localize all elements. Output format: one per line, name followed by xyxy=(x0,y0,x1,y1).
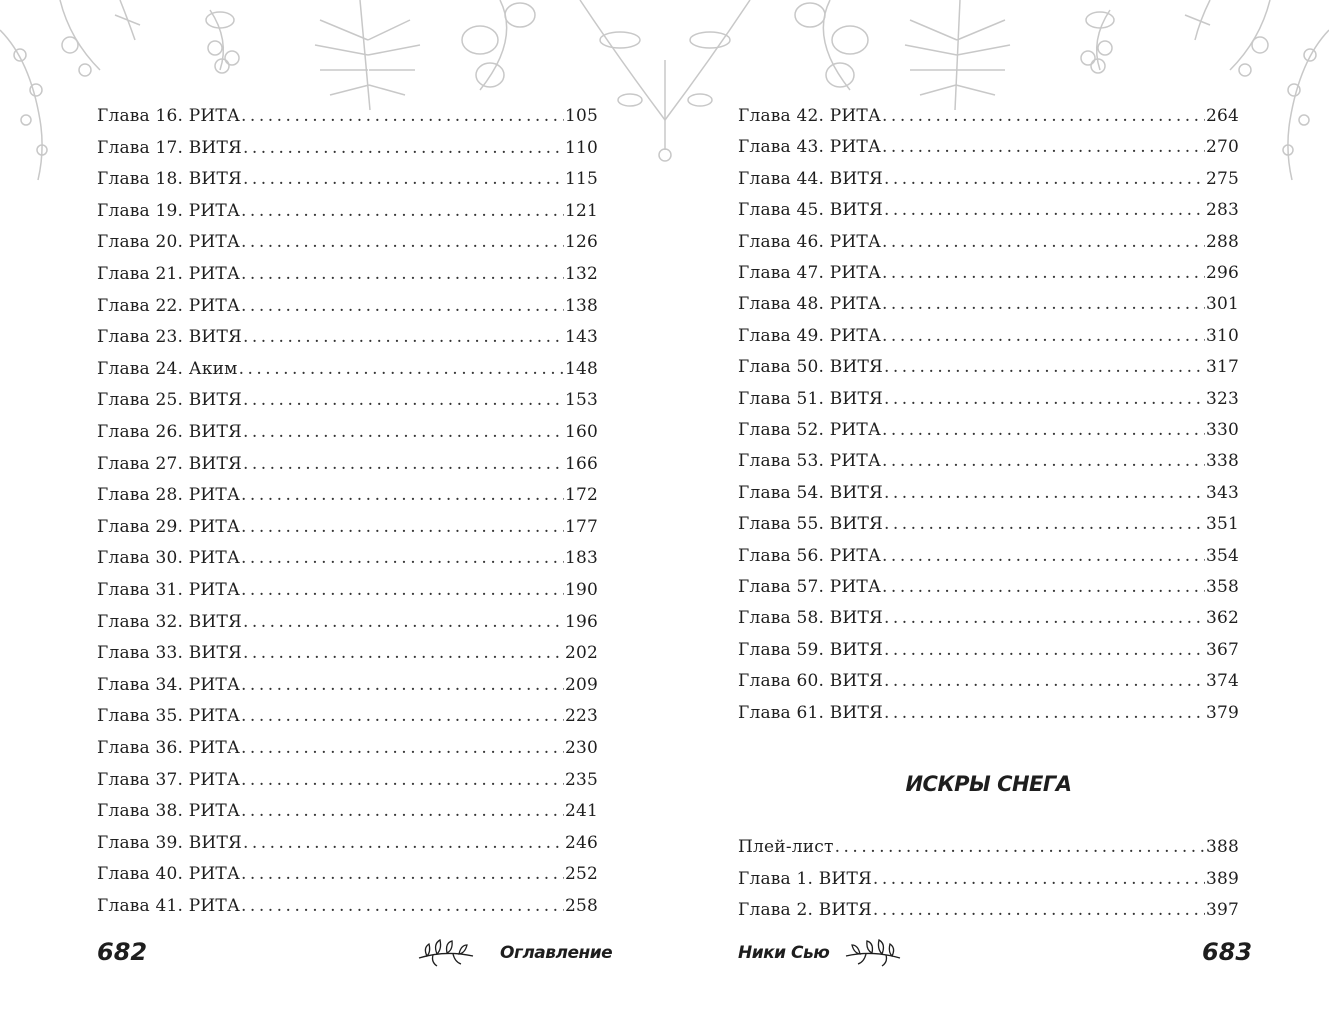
toc-entry-page: 270 xyxy=(1205,137,1239,158)
dot-leader xyxy=(241,199,564,223)
toc-entry xyxy=(97,230,598,254)
dot-leader xyxy=(884,638,1205,662)
toc-entry xyxy=(738,292,1239,316)
dot-leader xyxy=(884,669,1205,693)
toc-entry-title: Глава 41. РИТА xyxy=(97,896,241,916)
toc-entry-title: Глава 42. РИТА xyxy=(738,106,882,126)
toc-entry xyxy=(97,388,598,412)
dot-leader xyxy=(241,483,564,507)
laurel-sprig-icon xyxy=(842,930,904,970)
toc-entry-title: Глава 26. ВИТЯ xyxy=(97,422,242,442)
dot-leader xyxy=(243,388,564,412)
toc-entry-title: Глава 55. ВИТЯ xyxy=(738,514,883,535)
dot-leader xyxy=(241,546,564,570)
toc-entry xyxy=(97,894,598,918)
toc-entry-page: 283 xyxy=(1205,200,1239,221)
dot-leader xyxy=(882,135,1205,159)
toc-entry xyxy=(97,736,598,760)
dot-leader xyxy=(241,515,564,539)
dot-leader xyxy=(241,768,564,792)
toc-entry-page: 362 xyxy=(1205,608,1239,629)
toc-entry xyxy=(97,136,598,160)
toc-entry xyxy=(738,324,1239,348)
toc-entry-title: Глава 49. РИТА xyxy=(738,325,882,346)
toc-entry-page: 183 xyxy=(564,548,598,569)
toc-entry-page: 275 xyxy=(1205,168,1239,189)
toc-entry xyxy=(97,641,598,665)
dot-leader xyxy=(882,292,1205,316)
toc-entry xyxy=(738,701,1239,725)
toc-entry-title: Глава 20. РИТА xyxy=(97,232,241,253)
toc-entry xyxy=(738,355,1239,379)
toc-entry-title: Глава 38. РИТА xyxy=(97,801,241,822)
toc-entry-page: 223 xyxy=(564,706,598,727)
toc-entry-title: Глава 61. ВИТЯ xyxy=(738,702,883,723)
dot-leader xyxy=(884,701,1205,725)
toc-entry-page: 148 xyxy=(564,358,598,379)
toc-entry-page: 264 xyxy=(1205,106,1239,126)
toc-entry-title: Глава 1. ВИТЯ xyxy=(738,868,872,889)
toc-entry-page: 209 xyxy=(564,674,598,695)
toc-entry xyxy=(97,452,598,476)
toc-entry-title: Глава 27. ВИТЯ xyxy=(97,453,242,474)
toc-entry xyxy=(738,261,1239,285)
toc-entry-page: 252 xyxy=(564,864,598,885)
toc-entry xyxy=(738,481,1239,505)
dot-leader xyxy=(243,831,564,855)
toc-entry-page: 389 xyxy=(1205,868,1239,889)
toc-entry-page: 177 xyxy=(564,516,598,537)
toc-entry xyxy=(97,862,598,886)
toc-entry-title: Глава 45. ВИТЯ xyxy=(738,200,883,221)
dot-leader xyxy=(884,512,1205,536)
toc-entry xyxy=(738,669,1239,693)
toc-entry-page: 317 xyxy=(1205,357,1239,378)
toc-entry-title: Глава 16. РИТА xyxy=(97,106,241,126)
toc-entry-page: 296 xyxy=(1205,263,1239,283)
toc-entry xyxy=(738,575,1239,599)
toc-entry xyxy=(97,546,598,570)
toc-entry xyxy=(97,325,598,349)
dot-leader xyxy=(882,324,1205,348)
toc-entry-title: Глава 56. РИТА xyxy=(738,545,882,566)
toc-entry xyxy=(97,357,598,381)
toc-entry-title: Глава 51. ВИТЯ xyxy=(738,388,883,409)
section-heading: ИСКРЫ СНЕГА xyxy=(905,772,1072,796)
toc-entry-title: Глава 25. ВИТЯ xyxy=(97,390,242,411)
right-footer-author: Ники Сью xyxy=(738,943,830,963)
toc-entry xyxy=(738,606,1239,630)
toc-entry-title: Глава 21. РИТА xyxy=(97,264,241,284)
toc-entry-page: 105 xyxy=(564,106,598,126)
toc-entry xyxy=(738,418,1239,442)
toc-entry-page: 379 xyxy=(1205,702,1239,723)
toc-entry-page: 230 xyxy=(564,738,598,758)
dot-leader xyxy=(884,355,1205,379)
toc-entry-page: 132 xyxy=(564,264,598,284)
toc-entry-page: 143 xyxy=(564,327,598,348)
toc-entry-title: Глава 52. РИТА xyxy=(738,420,882,440)
left-page-number: 682 xyxy=(97,938,148,966)
toc-entry-title: Глава 33. ВИТЯ xyxy=(97,643,242,664)
toc-entry-title: Глава 23. ВИТЯ xyxy=(97,327,242,348)
toc-entry-title: Глава 36. РИТА xyxy=(97,738,241,758)
toc-entry xyxy=(97,167,598,191)
toc-entry-page: 310 xyxy=(1205,325,1239,346)
toc-entry-page: 374 xyxy=(1205,671,1239,692)
toc-entry-title: Глава 58. ВИТЯ xyxy=(738,608,883,629)
dot-leader xyxy=(241,294,564,318)
toc-entry-page: 354 xyxy=(1205,545,1239,566)
toc-entry xyxy=(738,387,1239,411)
toc-entry-page: 121 xyxy=(564,200,598,221)
toc-entry-title: Глава 40. РИТА xyxy=(97,864,241,885)
dot-leader xyxy=(241,673,564,697)
dot-leader xyxy=(243,136,564,160)
toc-entry-title: Глава 37. РИТА xyxy=(97,769,241,790)
toc-entry-page: 126 xyxy=(564,232,598,253)
toc-entry xyxy=(97,831,598,855)
toc-entry-page: 235 xyxy=(564,769,598,790)
toc-entry-title: Глава 17. ВИТЯ xyxy=(97,137,242,158)
toc-entry-title: Глава 22. РИТА xyxy=(97,295,241,316)
toc-entry-title: Глава 35. РИТА xyxy=(97,706,241,727)
dot-leader xyxy=(241,578,564,602)
toc-entry xyxy=(738,898,1239,922)
dot-leader xyxy=(243,641,564,665)
toc-entry-page: 138 xyxy=(564,295,598,316)
toc-entry-page: 246 xyxy=(564,832,598,853)
toc-entry xyxy=(738,167,1239,191)
toc-entry-page: 166 xyxy=(564,453,598,474)
dot-leader xyxy=(241,230,564,254)
toc-entry-title: Глава 39. ВИТЯ xyxy=(97,832,242,853)
toc-entry-page: 202 xyxy=(564,643,598,664)
toc-entry xyxy=(738,449,1239,473)
toc-entry xyxy=(97,704,598,728)
toc-entry-page: 196 xyxy=(564,611,598,632)
dot-leader xyxy=(241,704,564,728)
toc-entry xyxy=(738,198,1239,222)
toc-entry-title: Глава 34. РИТА xyxy=(97,674,241,695)
toc-entry-page: 358 xyxy=(1205,577,1239,597)
toc-entry-page: 388 xyxy=(1205,837,1239,857)
toc-entry-page: 343 xyxy=(1205,482,1239,503)
toc-entry xyxy=(738,230,1239,254)
toc-entry-title: Глава 44. ВИТЯ xyxy=(738,168,883,189)
dot-leader xyxy=(884,198,1205,222)
toc-entry xyxy=(738,104,1239,128)
toc-entry xyxy=(738,835,1239,859)
toc-entry xyxy=(97,673,598,697)
toc-entry-page: 172 xyxy=(564,485,598,506)
dot-leader xyxy=(882,261,1205,285)
toc-entry-title: Плей-лист xyxy=(738,837,834,857)
toc-entry xyxy=(97,578,598,602)
toc-entry-page: 190 xyxy=(564,580,598,600)
dot-leader xyxy=(239,357,564,381)
dot-leader xyxy=(243,610,564,634)
toc-entry-title: Глава 2. ВИТЯ xyxy=(738,900,872,920)
toc-entry-page: 115 xyxy=(564,169,598,190)
toc-entry-title: Глава 43. РИТА xyxy=(738,137,882,158)
right-page-number: 683 xyxy=(1202,938,1253,966)
toc-entry xyxy=(97,610,598,634)
toc-entry-title: Глава 30. РИТА xyxy=(97,548,241,569)
toc-entry-page: 160 xyxy=(564,422,598,442)
dot-leader xyxy=(241,104,564,128)
toc-entry-title: Глава 47. РИТА xyxy=(738,263,882,283)
dot-leader xyxy=(243,167,564,191)
toc-entry-page: 338 xyxy=(1205,451,1239,472)
toc-entry-title: Глава 48. РИТА xyxy=(738,294,882,315)
toc-entry xyxy=(97,483,598,507)
toc-entry xyxy=(738,135,1239,159)
dot-leader xyxy=(873,898,1205,922)
toc-entry-page: 330 xyxy=(1205,420,1239,440)
toc-entry-page: 397 xyxy=(1205,900,1239,920)
dot-leader xyxy=(882,230,1205,254)
dot-leader xyxy=(241,736,564,760)
toc-entry xyxy=(97,799,598,823)
toc-entry xyxy=(738,512,1239,536)
toc-entry xyxy=(97,104,598,128)
toc-entry-title: Глава 59. ВИТЯ xyxy=(738,639,883,660)
toc-entry xyxy=(738,638,1239,662)
toc-entry-title: Глава 31. РИТА xyxy=(97,580,241,600)
dot-leader xyxy=(241,862,564,886)
toc-entry-title: Глава 50. ВИТЯ xyxy=(738,357,883,378)
dot-leader xyxy=(882,104,1205,128)
toc-entry xyxy=(97,515,598,539)
toc-entry-page: 241 xyxy=(564,801,598,822)
toc-entry xyxy=(738,544,1239,568)
toc-entry-page: 351 xyxy=(1205,514,1239,535)
dot-leader xyxy=(882,544,1205,568)
toc-entry-title: Глава 57. РИТА xyxy=(738,577,882,597)
toc-entry xyxy=(97,420,598,444)
dot-leader xyxy=(884,167,1205,191)
toc-entry xyxy=(97,294,598,318)
dot-leader xyxy=(241,894,564,918)
toc-entry-title: Глава 24. Аким xyxy=(97,358,238,379)
toc-entry xyxy=(97,199,598,223)
toc-entry-title: Глава 53. РИТА xyxy=(738,451,882,472)
dot-leader xyxy=(882,575,1205,599)
dot-leader xyxy=(241,262,564,286)
toc-entry xyxy=(738,867,1239,891)
toc-entry-title: Глава 28. РИТА xyxy=(97,485,241,506)
toc-entry-title: Глава 32. ВИТЯ xyxy=(97,611,242,632)
toc-entry-page: 367 xyxy=(1205,639,1239,660)
toc-entry-page: 153 xyxy=(564,390,598,411)
dot-leader xyxy=(884,606,1205,630)
toc-entry-page: 288 xyxy=(1205,231,1239,252)
toc-entry-title: Глава 29. РИТА xyxy=(97,516,241,537)
toc-entry-page: 110 xyxy=(564,137,598,158)
toc-entry xyxy=(97,768,598,792)
toc-entry-title: Глава 19. РИТА xyxy=(97,200,241,221)
toc-entry-page: 301 xyxy=(1205,294,1239,315)
toc-entry-title: Глава 18. ВИТЯ xyxy=(97,169,242,190)
toc-entry-title: Глава 60. ВИТЯ xyxy=(738,671,883,692)
dot-leader xyxy=(873,867,1205,891)
dot-leader xyxy=(243,452,564,476)
dot-leader xyxy=(241,799,564,823)
toc-entry-title: Глава 46. РИТА xyxy=(738,231,882,252)
toc-entry-page: 258 xyxy=(564,896,598,916)
dot-leader xyxy=(882,418,1205,442)
left-footer-title: Оглавление xyxy=(500,943,613,963)
dot-leader xyxy=(243,420,564,444)
dot-leader xyxy=(884,387,1205,411)
toc-entry-page: 323 xyxy=(1205,388,1239,409)
toc-entry xyxy=(97,262,598,286)
laurel-sprig-icon xyxy=(415,930,477,970)
dot-leader xyxy=(835,835,1205,859)
dot-leader xyxy=(243,325,564,349)
dot-leader xyxy=(884,481,1205,505)
dot-leader xyxy=(882,449,1205,473)
toc-entry-title: Глава 54. ВИТЯ xyxy=(738,482,883,503)
